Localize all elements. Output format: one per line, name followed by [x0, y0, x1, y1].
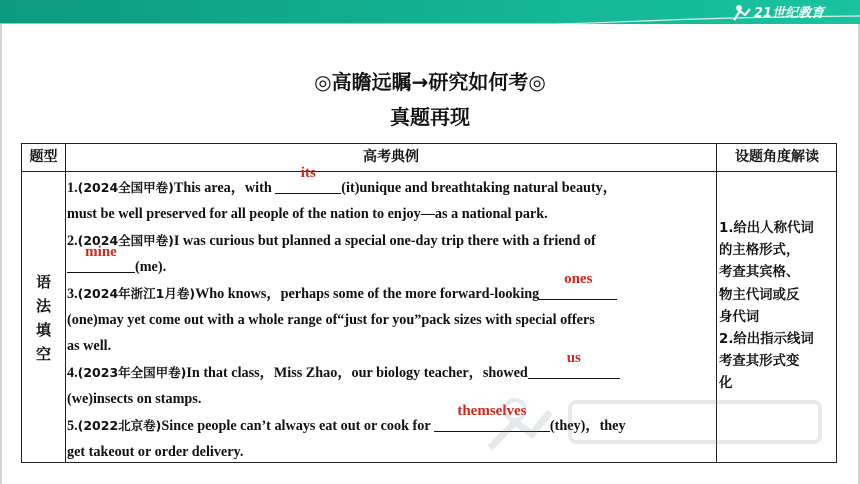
- analysis-line: 身代词: [719, 309, 760, 325]
- type-char: 填: [35, 320, 51, 339]
- example-1-line-2: must be well preserved for all people of the nation to enjoy—as a national park.: [67, 206, 548, 223]
- analysis-line: 的主格形式，: [719, 243, 800, 259]
- example-4-line-2: (we)insects on stamps.: [67, 391, 202, 408]
- svg-text:21世纪教育: 21世纪教育: [754, 6, 825, 21]
- analysis-line: 2.给出指示线词: [719, 332, 814, 348]
- analysis-line: 1.给出人称代词: [719, 221, 814, 236]
- page-subtitle: 真题再现: [390, 105, 470, 129]
- answer-2: mine: [85, 244, 117, 261]
- answer-3: ones: [564, 270, 593, 287]
- column-divider: [65, 144, 66, 462]
- analysis-line: 化: [719, 376, 733, 392]
- type-char: 空: [35, 344, 51, 363]
- example-4-line-1: 4.(2023年全国甲卷)In that class，Miss Zhao，our biology teacher，showed us: [67, 360, 713, 386]
- example-5-line-2: get takeout or order delivery.: [67, 444, 244, 461]
- analysis-line: 考查其形式变: [719, 354, 800, 370]
- example-3-line-2: (one)may yet come out with a whole range of“just for you”pack sizes with special offers: [67, 312, 595, 329]
- header-divider: [22, 171, 836, 172]
- example-3-line-3: as well.: [67, 338, 112, 355]
- page-title: ◎高瞻远瞩→研究如何考◎: [314, 70, 546, 94]
- type-char: 法: [35, 296, 51, 315]
- analysis-line: 物主代词或反: [719, 287, 800, 303]
- analysis-cell: [719, 218, 837, 396]
- analysis-line: 考查其宾格、: [719, 265, 800, 281]
- example-1-line-1: 1.(2024全国甲卷)This area，with its (it)unique and breathtaking natural beauty，: [67, 175, 713, 201]
- type-char: 语: [35, 272, 51, 291]
- example-2-line-2: mine (me).: [67, 254, 713, 280]
- watermark-logo: [470, 388, 840, 458]
- answer-blank-4: [528, 349, 620, 379]
- answer-blank-1: [275, 165, 341, 194]
- example-5-line-1: 5.(2022北京卷)Since people can’t always eat out or cook for themselves (they)，they: [67, 413, 713, 439]
- brand-logo: [730, 2, 830, 22]
- answer-blank-3: [539, 270, 617, 300]
- header-examples: 高考典例: [363, 149, 419, 165]
- example-3-line-1: 3.(2024年浙江1月卷)Who knows，perhaps some of the more forward-looking ones: [67, 281, 713, 307]
- answer-1: its: [300, 165, 316, 181]
- header-analysis: 设题角度解读: [735, 149, 819, 165]
- answer-5: themselves: [457, 402, 527, 419]
- header-type: 题型: [29, 149, 58, 165]
- question-type-cell: [22, 172, 65, 463]
- answer-4: us: [566, 349, 581, 366]
- example-2-line-1: 2.(2024全国甲卷)I was curious but planned a special one-day trip there with a friend of: [67, 232, 596, 249]
